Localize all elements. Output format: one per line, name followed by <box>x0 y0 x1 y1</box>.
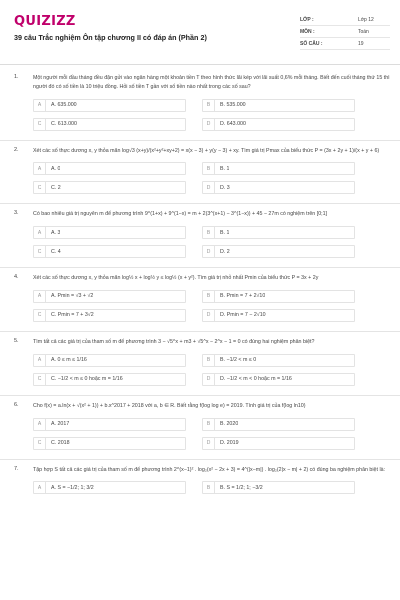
question-text: Xét các số thực dương x, y thỏa mãn log½ x + log½ y ≤ log½ (x + y²). Tìm giá trị nhỏ nhất Pmin của biểu thức P = 3x + 2y <box>33 275 319 282</box>
answer-option[interactable] <box>33 118 186 131</box>
option-text: B. S = 1/2; 1; −3/2 <box>220 484 263 491</box>
meta-row-class <box>300 14 390 26</box>
answer-options <box>33 99 390 131</box>
page-title: 39 câu Trắc nghiệm Ôn tập chương II có đáp án (Phần 2) <box>14 33 207 42</box>
answer-options <box>33 481 390 494</box>
answer-option[interactable] <box>33 481 186 494</box>
option-text: C. 2 <box>51 184 61 191</box>
question-item <box>0 274 400 322</box>
option-letter: D <box>203 119 215 130</box>
quiz-meta <box>300 14 390 50</box>
question-item <box>0 74 400 131</box>
option-text: D. Pmin = 7 − 2√10 <box>220 312 266 319</box>
option-letter: D <box>203 438 215 449</box>
option-text: C. 613.000 <box>51 121 77 128</box>
question-divider <box>0 140 400 141</box>
option-letter: C <box>34 374 46 385</box>
option-text: C. −1/2 < m ≤ 0 hoặc m = 1/16 <box>51 376 123 383</box>
answer-option[interactable] <box>33 437 186 450</box>
option-letter: D <box>203 310 215 321</box>
option-text: D. 2 <box>220 248 230 255</box>
question-text: Xét các số thực dương x, y thỏa mãn log√3 (x+y)/(x²+y²+xy+2) = x(x − 3) + y(y − 3) + xy. Tìm giá trị Pmax của biểu thức P = (3x + 2y + 1)/(x + y + 6) <box>33 147 380 154</box>
question-divider <box>0 267 400 268</box>
answer-option[interactable] <box>202 245 355 258</box>
option-letter: B <box>203 100 215 111</box>
option-text: D. 3 <box>220 184 230 191</box>
answer-options <box>33 162 390 194</box>
option-letter: B <box>203 482 215 493</box>
question-number: 3. <box>14 210 19 217</box>
answer-option[interactable] <box>33 309 186 322</box>
answer-option[interactable] <box>33 290 186 303</box>
option-letter: C <box>34 182 46 193</box>
answer-option[interactable] <box>33 418 186 431</box>
option-text: B. 2020 <box>220 421 239 428</box>
option-text: A. S = −1/2; 1; 3/2 <box>51 484 94 491</box>
meta-label: SỐ CÂU : <box>300 40 323 47</box>
answer-option[interactable] <box>33 181 186 194</box>
option-letter: B <box>203 291 215 302</box>
meta-label: MÔN : <box>300 28 315 35</box>
answer-option[interactable] <box>202 99 355 112</box>
page-header <box>0 0 400 62</box>
option-text: A. 3 <box>51 229 61 236</box>
option-letter: C <box>34 119 46 130</box>
answer-option[interactable] <box>33 373 186 386</box>
option-text: B. 1 <box>220 229 230 236</box>
option-text: B. −1/2 < m ≤ 0 <box>220 357 257 364</box>
question-divider <box>0 203 400 204</box>
question-number: 1. <box>14 74 19 80</box>
option-text: D. −1/2 < m < 0 hoặc m = 1/16 <box>220 376 292 383</box>
answer-options <box>33 354 390 386</box>
question-text: Một người mỗi đầu tháng đều đặn gửi vào ngân hàng một khoản tiền T theo hình thức lãi kép với lãi suất 0,6% mỗi tháng. Biết đến cuối tháng thứ 15 thì người đó có số tiền là 10 triệu đồng. Hỏi số tiền T gần với số tiền nào nhất trong các số sau? <box>33 75 390 90</box>
answer-option[interactable] <box>202 481 355 494</box>
answer-option[interactable] <box>202 181 355 194</box>
option-letter: A <box>34 163 46 174</box>
option-text: D. 643.000 <box>220 121 246 128</box>
option-letter: C <box>34 246 46 257</box>
answer-options <box>33 418 390 450</box>
answer-option[interactable] <box>33 354 186 367</box>
option-letter: D <box>203 246 215 257</box>
answer-option[interactable] <box>33 245 186 258</box>
option-text: B. 1 <box>220 165 230 172</box>
question-number: 5. <box>14 337 19 344</box>
answer-option[interactable] <box>202 290 355 303</box>
answer-option[interactable] <box>33 226 186 239</box>
option-text: A. 0 <box>51 165 61 172</box>
meta-value: Toán <box>358 28 369 35</box>
answer-option[interactable] <box>33 162 186 175</box>
option-text: A. 0 ≤ m ≤ 1/16 <box>51 357 87 364</box>
meta-value: 19 <box>358 40 364 47</box>
answer-option[interactable] <box>202 309 355 322</box>
question-item <box>0 210 400 258</box>
answer-option[interactable] <box>202 418 355 431</box>
option-text: C. Pmin = 7 + 3√2 <box>51 312 94 319</box>
option-letter: B <box>203 419 215 430</box>
answer-option[interactable] <box>202 118 355 131</box>
option-text: C. 4 <box>51 248 61 255</box>
answer-option[interactable] <box>202 354 355 367</box>
option-letter: D <box>203 374 215 385</box>
question-number: 7. <box>14 465 19 472</box>
option-letter: B <box>203 163 215 174</box>
option-letter: A <box>34 291 46 302</box>
question-divider <box>0 331 400 332</box>
option-text: A. Pmin = √3 + √2 <box>51 293 94 300</box>
option-letter: A <box>34 419 46 430</box>
option-letter: A <box>34 100 46 111</box>
answer-option[interactable] <box>33 99 186 112</box>
meta-label: LỚP : <box>300 16 314 23</box>
meta-row-subject <box>300 26 390 38</box>
question-item <box>0 147 400 195</box>
question-text: Có bao nhiêu giá trị nguyên m để phương trình 9^(1+x) + 9^(1−x) = m + 2(3^(x+1) − 3^(1−x)) + 45 − 27m có nghiệm trên [0;1] <box>33 211 328 218</box>
option-letter: B <box>203 355 215 366</box>
question-divider <box>0 395 400 396</box>
option-text: C. 2018 <box>51 440 70 447</box>
question-number: 2. <box>14 146 19 153</box>
header-divider <box>0 64 400 65</box>
question-number: 6. <box>14 401 19 408</box>
question-list <box>0 74 400 494</box>
question-item <box>0 338 400 386</box>
question-item <box>0 466 400 495</box>
meta-row-count <box>300 38 390 50</box>
question-number: 4. <box>14 274 19 281</box>
option-letter: C <box>34 310 46 321</box>
option-letter: A <box>34 482 46 493</box>
answer-option[interactable] <box>202 226 355 239</box>
answer-option[interactable] <box>202 162 355 175</box>
option-letter: D <box>203 182 215 193</box>
option-letter: A <box>34 227 46 238</box>
option-text: A. 635.000 <box>51 102 77 109</box>
option-letter: A <box>34 355 46 366</box>
question-text: Tìm tất cả các giá trị của tham số m để phương trình 3 − √5^x + m3 + √5^x − 2^x − 1 = 0 có đúng hai nghiệm phân biệt? <box>33 338 315 345</box>
answer-options <box>33 226 390 258</box>
option-text: A. 2017 <box>51 421 70 428</box>
meta-value: Lớp 12 <box>358 16 374 23</box>
option-letter: C <box>34 438 46 449</box>
question-text: Tập hợp S tất cả các giá trị của tham số m để phương trình 2^(x−1)² . log₂(x² − 2x + 3) = 4^(|x−m|) . log₂(2|x − m| + 2) có đúng ba nghiệm phân biệt là: <box>33 466 386 473</box>
question-text: Cho f(x) = a.ln(x + √(x² + 1)) + b.x^2017 + 2018 với a, b ∈ R. Biết rằng f(log log e) = 2019. Tính giá trị của f(log ln10) <box>33 402 306 409</box>
question-divider <box>0 459 400 460</box>
option-text: D. 2019 <box>220 440 239 447</box>
answer-option[interactable] <box>202 437 355 450</box>
option-text: B. 535.000 <box>220 102 246 109</box>
option-letter: B <box>203 227 215 238</box>
answer-option[interactable] <box>202 373 355 386</box>
quizizz-logo[interactable]: QUIZIZZ <box>14 14 76 29</box>
option-text: B. Pmin = 7 + 2√10 <box>220 293 266 300</box>
question-item <box>0 402 400 450</box>
answer-options <box>33 290 390 322</box>
